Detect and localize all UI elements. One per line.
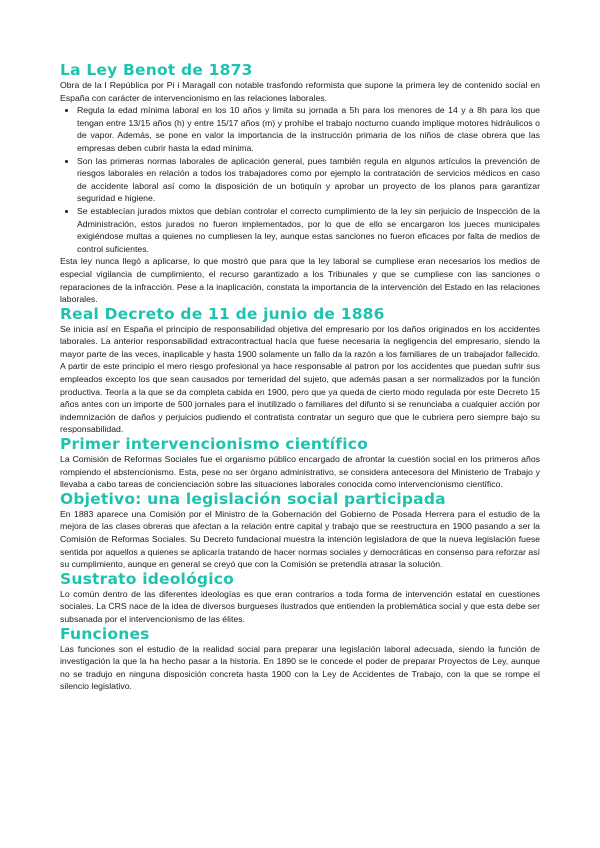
list-item: • Regula la edad mínima laboral en los 10 años y limita su jornada a 5h para los menores de 14 y a 8h para los que tengan entre 13/15 años (h) y entre 15/17 años (m) y prohíbe el trabajo nocturno cuando implique motores hidráulicos o de vapor. Además, se pone en valor la importancia de la instrucción primaria de los niños de clase obrera que las empresas deben cubrir hasta la edad mínima.	[77, 104, 540, 154]
section-intervencionismo	[60, 436, 540, 491]
section-sustrato	[60, 571, 540, 626]
section-heading: Objetivo: una legislación social participada	[60, 489, 446, 508]
section-heading: Real Decreto de 11 de junio de 1886	[60, 304, 385, 323]
section-heading: Funciones	[60, 624, 150, 643]
section-body: Las funciones son el estudio de la realidad social para preparar una legislación laboral adecuada, siendo la función de investigación la que la ha hecho pasar a la historia. En 1890 se le concede el poder de preparar Proyectos de Ley, aunque no se tradujo en ninguna disposición concreta hasta 1900 con la Ley de Accidentes de Trabajo, con la que se rompe el silencio legislativo.	[60, 643, 540, 692]
section-intro: Obra de la I República por Pi i Maragall con notable trasfondo reformista que supone la primera ley de contenido social en España con carácter de intervencionismo en las relaciones laborales.	[60, 80, 540, 103]
section-heading: Sustrato ideológico	[60, 569, 234, 588]
document-page	[60, 62, 540, 693]
section-funciones	[60, 626, 540, 693]
section-heading: La Ley Benot de 1873	[60, 61, 253, 79]
section-body: La Comisión de Reformas Sociales fue el organismo público encargado de afrontar la cuestión social en los primeros años rompiendo el abstencionismo. Esta, pese no ser órgano administrativo, se considera antecesora del Ministerio de Trabajo y llevaba a cabo tareas de concienciación sobre las situaciones laborales conocida como intervencionismo científico.	[60, 454, 540, 490]
section-real-decreto	[60, 306, 540, 436]
section-outro: Esta ley nunca llegó a aplicarse, lo que mostró que para que la ley laboral se cumpliese eran necesarios los medios de especial vigilancia de cumplimiento, el recurso garantizado a los Tribunales y que se cumpliese con las sanciones o reparaciones de la infracción. Pese a la inaplicación, constata la importancia de la intervención del Estado en las relaciones laborales.	[60, 256, 540, 305]
section-objetivo	[60, 491, 540, 571]
section-heading: Primer intervencionismo científico	[60, 435, 368, 454]
list-item: • Son las primeras normas laborales de aplicación general, pues también regula en algunos artículos la prevención de riesgos laborales en relación a todos los trabajadores como por ejemplo la contratación de servicios médicos en caso de accidente laboral así como la disposición de un botiquín y aprobar un proyecto de los planos para garantizar seguridad e higiene.	[77, 155, 540, 205]
section-body: Se inicia así en España el principio de responsabilidad objetiva del empresario por los daños originados en los accidentes laborales. La anterior responsabilidad extracontractual hacía que fuese necesaria la negligencia del empresario, siendo la mayor parte de las veces, inaplicable y hasta 1900 solamente un fallo da la razón a los familiares de un trabajador fallecido. A partir de este principio el mero riesgo profesional ya hace responsable al patron por los accidentes que puedan sufrir sus empleados excepto los que sean causados por temeridad del sujeto, que además pasan a ser normalizados por la función productiva. Teoría a la que se da completa cabida en 1900, pero que ya queda de cierto modo regulada por este Decreto 15 años antes con un importe de 500 jornales para el inutilizado o familiares del difunto si se renunciaba a cualquier acción por indemnización de daños y perjuicios pudiendo el contratista contratar un seguro que que le cubriera pero siempre bajo su responsabilidad.	[60, 323, 540, 435]
section-ley-benot	[60, 62, 540, 306]
section-body: En 1883 aparece una Comisión por el Ministro de la Gobernación del Gobierno de Posada Herrera para el estudio de la mejora de las clases obreras que afectan a la relación entre capital y trabajo que se reestructura en 1900 pasando a ser la Comisión de Reformas Sociales. Su Decreto fundacional muestra la intención legisladora de que la nueva legislación fuese sentida por aquellos a quienes se aplicaría tratando de hacer normas sociales y democráticas en consenso para reforzar así su cumplimiento, aunque en general se creyó que con la Comisión se pretendía atrasar la solución.	[60, 508, 540, 570]
section-body: Lo común dentro de las diferentes ideologías es que eran contrarios a toda forma de intervención estatal en cuestiones sociales. La CRS nace de la idea de diversos burgueses ilustrados que entienden la problemática social y que esta debe ser subsanada por el intervencionismo de las élites.	[60, 588, 540, 624]
list-item: • Se establecían jurados mixtos que debían controlar el correcto cumplimiento de la ley sin perjuicio de Inspección de la Administración, estos jurados no fueron implementados, por lo que de ello se encargaron los jueces municipales exigiéndose multas a quienes no cumpliesen la ley, aunque estas sanciones no fueron eficaces por falta de medios de control suficientes.	[77, 205, 540, 255]
bullet-list	[60, 104, 540, 255]
